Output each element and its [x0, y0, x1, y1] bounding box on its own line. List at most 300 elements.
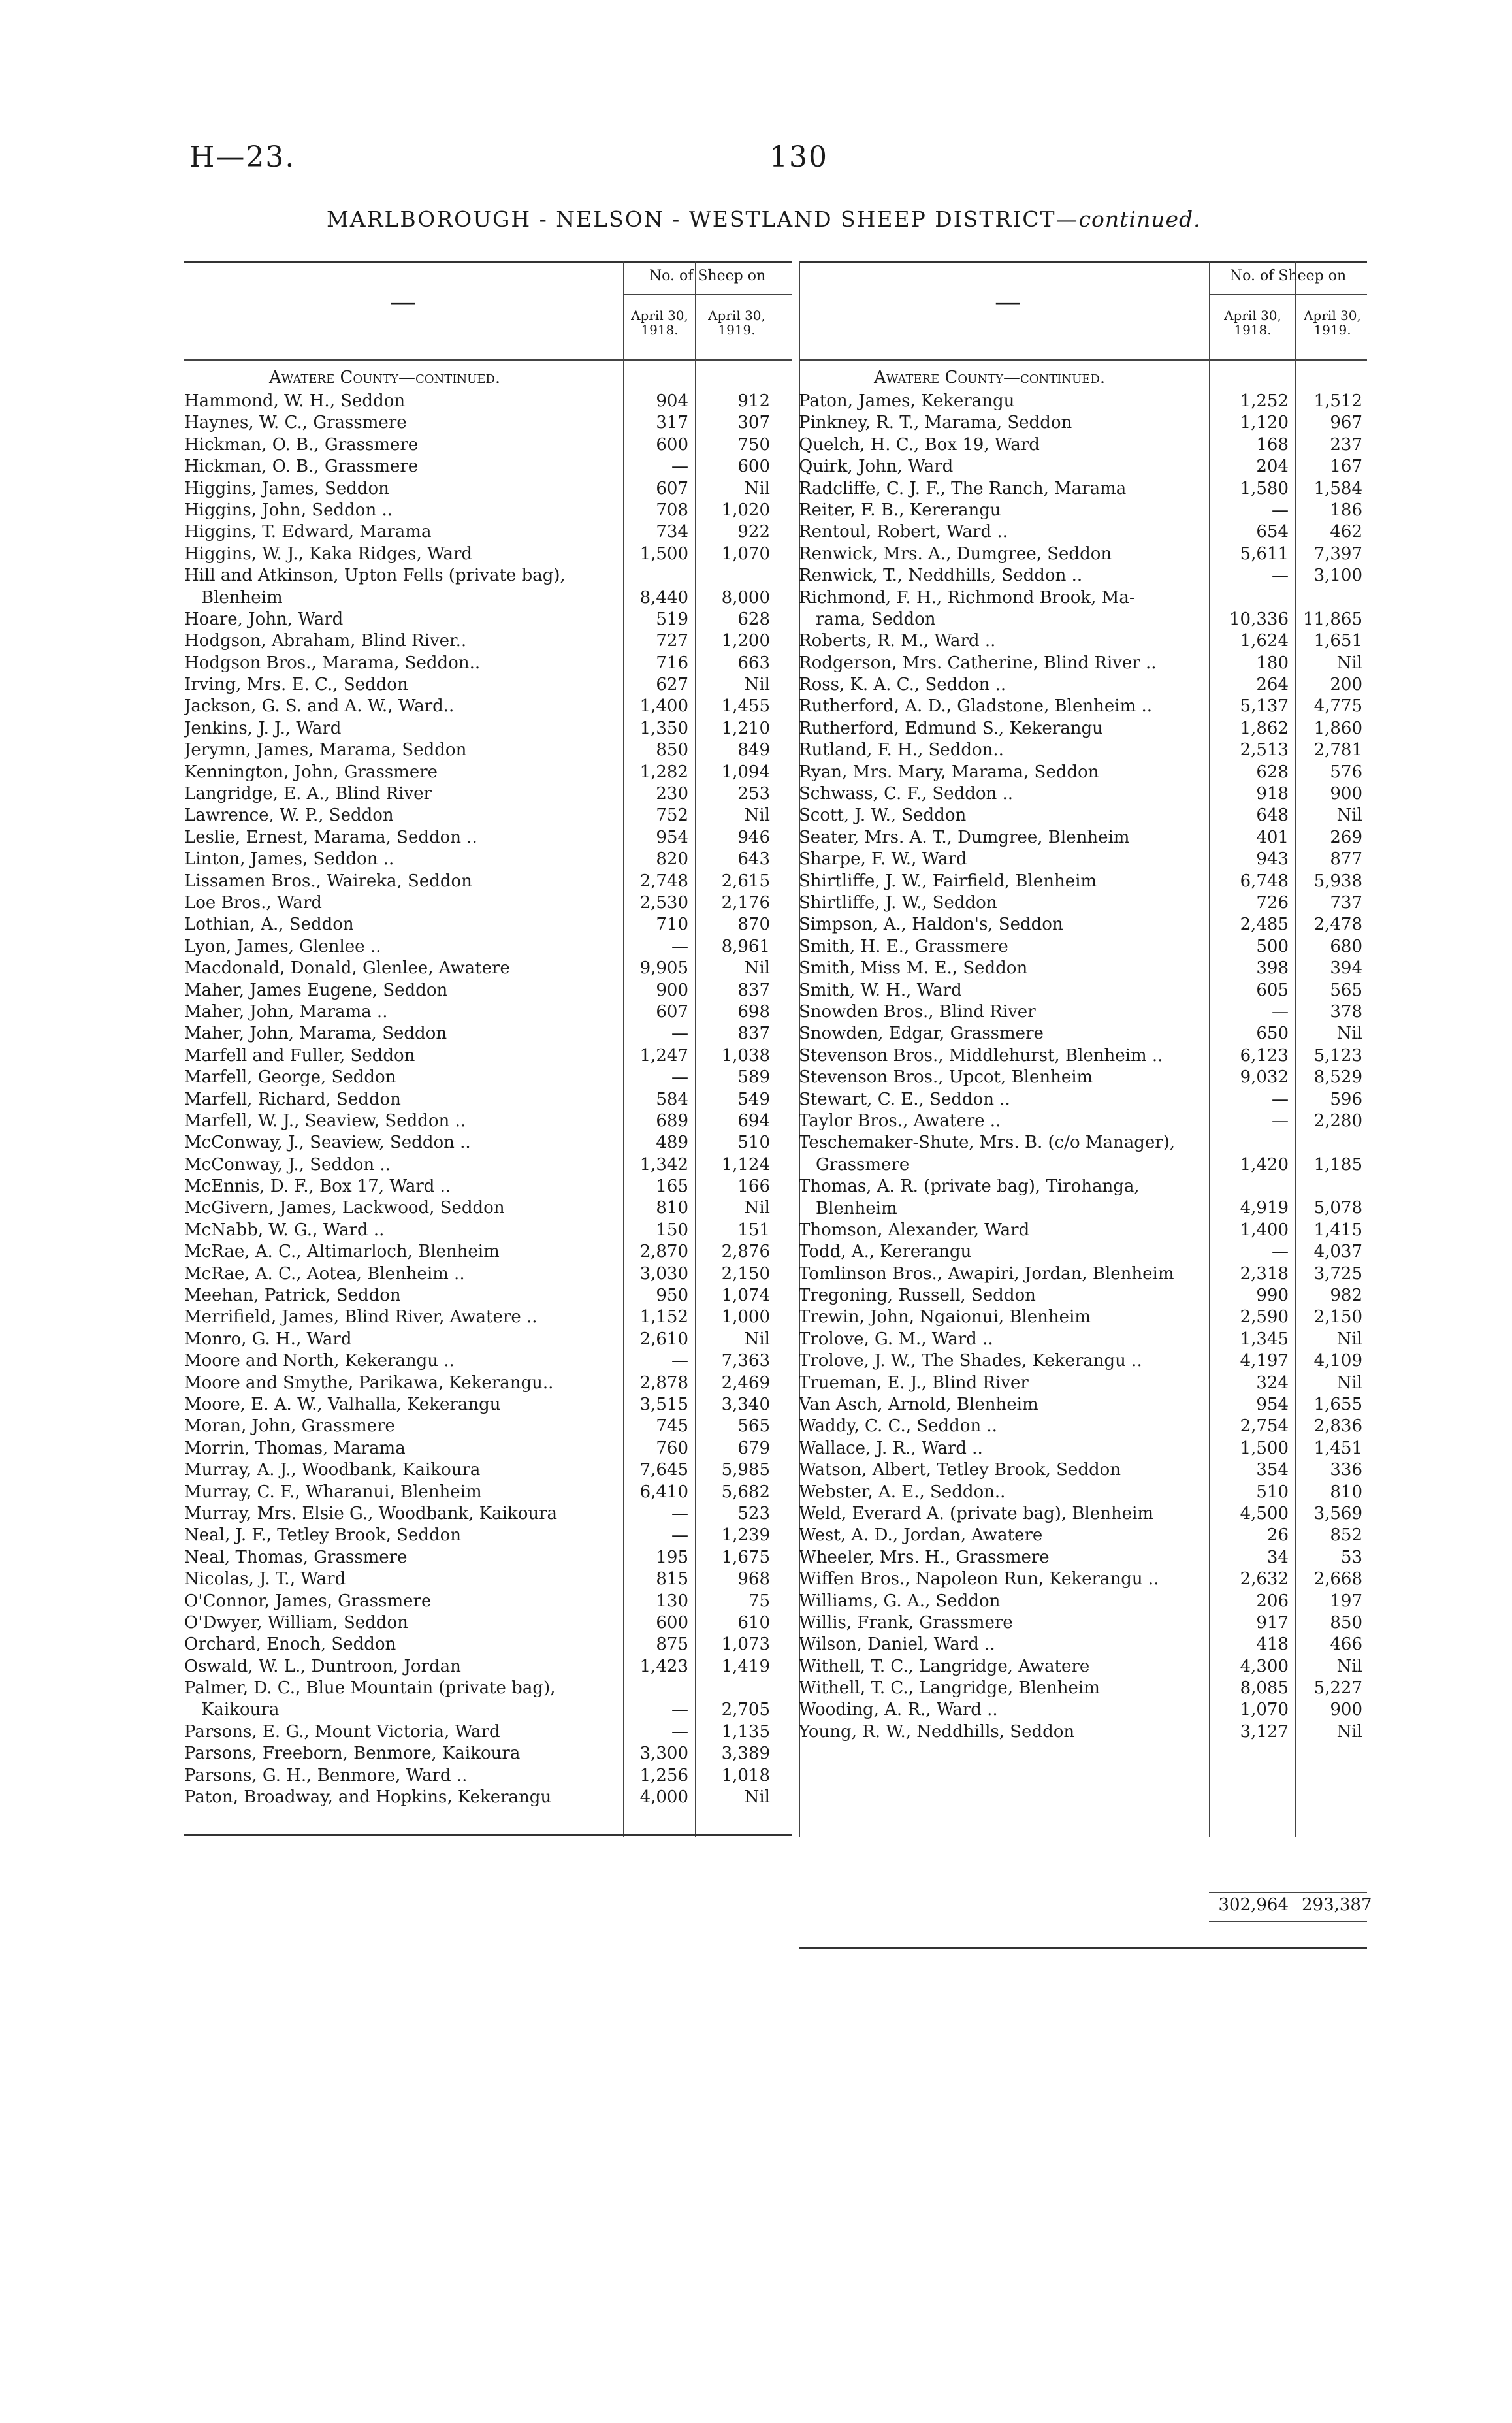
- holder-name: [799, 587, 1210, 631]
- table-row: [799, 1263, 1367, 1285]
- sheep-1919: 2,280: [1313, 1111, 1362, 1131]
- holder-name-text: Waddy, C. C., Seddon ..: [799, 1416, 997, 1437]
- holder-name-text: Williams, G. A., Seddon: [799, 1591, 1001, 1611]
- holder-name-text: Simpson, A., Haldon's, Seddon: [799, 915, 1063, 935]
- sheep-1919: 968: [737, 1569, 770, 1589]
- holder-name: [184, 1765, 615, 1787]
- table-row: [799, 1569, 1367, 1590]
- sheep-1919: 53: [1340, 1547, 1362, 1567]
- holder-name-text: Paton, Broadway, and Hopkins, Kekerangu: [184, 1787, 552, 1808]
- holder-name: [184, 544, 615, 565]
- sheep-1919: Nil: [744, 478, 770, 498]
- holder-name: [799, 1241, 1210, 1263]
- sheep-1918: —: [1272, 566, 1289, 586]
- holder-name-text: Jackson, G. S. and A. W., Ward..: [184, 696, 455, 717]
- table-row: [184, 871, 792, 892]
- sheep-1918: 1,256: [639, 1765, 688, 1785]
- sheep-1918: 2,485: [1240, 915, 1289, 935]
- sheep-1919: 166: [737, 1177, 770, 1197]
- holder-name-text: Stevenson Bros., Middlehurst, Blenheim ..: [799, 1045, 1163, 1065]
- table-row: [184, 674, 792, 696]
- holder-name: [799, 630, 1210, 652]
- sheep-1919: Nil: [744, 958, 770, 979]
- table-row: [799, 1132, 1367, 1176]
- sheep-1918: 264: [1256, 675, 1289, 695]
- holder-name: [799, 1525, 1210, 1546]
- table-row: [184, 1394, 792, 1416]
- totals-row: [799, 1894, 1372, 1916]
- sheep-1919: Nil: [744, 675, 770, 695]
- sheep-1918: 2,610: [639, 1329, 688, 1349]
- sheep-1919: 850: [1330, 1612, 1362, 1633]
- holder-name-text: Jenkins, J. J., Ward: [184, 718, 342, 738]
- sheep-1918: 4,000: [639, 1787, 688, 1808]
- holder-name: [799, 718, 1210, 740]
- holder-name-text: Smith, Miss M. E., Seddon: [799, 958, 1028, 979]
- holder-name-text: Young, R. W., Neddhills, Seddon: [799, 1721, 1075, 1742]
- sheep-1919: Nil: [744, 1329, 770, 1349]
- sheep-1919: 466: [1330, 1634, 1362, 1655]
- sheep-1919: 1,584: [1313, 478, 1362, 498]
- group-header: No. of Sheep on: [649, 268, 766, 284]
- sheep-1918: 1,350: [639, 718, 688, 738]
- holder-name-text: Lawrence, W. P., Seddon: [184, 805, 394, 826]
- holder-name: [799, 1503, 1210, 1525]
- table-row: [799, 1285, 1367, 1307]
- holder-name: [184, 936, 615, 958]
- sheep-1918: 875: [656, 1634, 688, 1655]
- sheep-1919: 197: [1330, 1591, 1362, 1611]
- sheep-1918: 917: [1256, 1612, 1289, 1633]
- sheep-1919: 2,615: [721, 871, 770, 891]
- table-bottom-rule: [799, 1947, 1367, 1949]
- sheep-1918: 605: [1256, 980, 1289, 1000]
- sheep-1919: 5,682: [721, 1482, 770, 1502]
- sheep-1918: 489: [656, 1133, 688, 1153]
- table-row: [799, 630, 1367, 652]
- sheep-1919: 7,363: [721, 1351, 770, 1371]
- sheep-1919: 1,200: [721, 631, 770, 651]
- total-1919: 293,387: [1302, 1895, 1372, 1915]
- sheep-1918: 1,400: [639, 696, 688, 717]
- table-row: [799, 1089, 1367, 1111]
- sheep-1918: 5,611: [1240, 544, 1289, 564]
- holder-name-text: Maher, James Eugene, Seddon: [184, 980, 448, 1000]
- sheep-1919: 1,074: [721, 1286, 770, 1306]
- holder-name: [184, 1591, 615, 1612]
- sheep-1919: 2,469: [721, 1373, 770, 1393]
- sheep-1919: 5,078: [1313, 1198, 1362, 1218]
- holder-name-text: Wallace, J. R., Ward ..: [799, 1438, 983, 1458]
- holder-name-text: Rutland, F. H., Seddon..: [799, 740, 1004, 760]
- holder-name-text: Withell, T. C., Langridge, Awatere: [799, 1656, 1090, 1676]
- table-row: [799, 936, 1367, 958]
- table-row: [184, 1089, 792, 1111]
- holder-name: [184, 1111, 615, 1132]
- holder-name-text: McRae, A. C., Altimarloch, Blenheim: [184, 1242, 500, 1262]
- holder-name-text: Withell, T. C., Langridge, Blenheim: [799, 1678, 1100, 1699]
- sheep-1919: 1,455: [721, 696, 770, 717]
- sheep-1919: 7,397: [1313, 544, 1362, 564]
- sheep-1919: 1,185: [1313, 1154, 1362, 1175]
- holder-name-text: Oswald, W. L., Duntroon, Jordan: [184, 1656, 461, 1676]
- holder-name: [799, 1263, 1210, 1285]
- sheep-1918: —: [671, 457, 688, 477]
- holder-name-text: Smith, W. H., Ward: [799, 980, 962, 1000]
- holder-name-text: Schwass, C. F., Seddon ..: [799, 784, 1014, 804]
- holder-name-text: Roberts, R. M., Ward ..: [799, 631, 996, 651]
- holder-name-text: Lothian, A., Seddon: [184, 915, 354, 935]
- sheep-1918: 398: [1256, 958, 1289, 979]
- holder-name: [184, 1459, 615, 1481]
- table-row: [184, 565, 792, 609]
- sheep-1918: 689: [656, 1111, 688, 1131]
- sheep-1919: 589: [737, 1067, 770, 1088]
- holder-name-text: Moore, E. A. W., Valhalla, Kekerangu: [184, 1394, 501, 1414]
- holder-name-continuation: Grassmere: [816, 1154, 910, 1175]
- sheep-1918: 26: [1266, 1525, 1289, 1546]
- table-row: [184, 521, 792, 543]
- table-row: [184, 1373, 792, 1394]
- table-row: [184, 1132, 792, 1154]
- holder-name-text: Loe Bros., Ward: [184, 893, 322, 913]
- sheep-1919: 628: [737, 609, 770, 629]
- sheep-1918: 600: [656, 434, 688, 455]
- holder-name: [184, 1241, 615, 1263]
- table-row: [799, 1307, 1367, 1328]
- sheep-1919: 2,668: [1313, 1569, 1362, 1589]
- sheep-1918: —: [1272, 1001, 1289, 1022]
- holder-name: [799, 1176, 1210, 1220]
- sheep-1918: 4,197: [1240, 1351, 1289, 1371]
- holder-name: [184, 1197, 615, 1219]
- holder-name-text: Murray, A. J., Woodbank, Kaikoura: [184, 1460, 481, 1480]
- holder-name: [184, 630, 615, 652]
- table-row: [184, 849, 792, 870]
- sheep-1919: 8,961: [721, 936, 770, 956]
- holder-name: [184, 1569, 615, 1590]
- sheep-1918: 1,400: [1240, 1220, 1289, 1240]
- sheep-1919: 1,451: [1313, 1438, 1362, 1458]
- holder-name: [184, 1154, 615, 1176]
- page-number: 130: [769, 140, 828, 174]
- holder-name-text: Wheeler, Mrs. H., Grassmere: [799, 1547, 1050, 1567]
- sheep-1918: 6,123: [1240, 1045, 1289, 1065]
- holder-name: [799, 1634, 1210, 1655]
- table-row: [799, 1416, 1367, 1437]
- holder-name: [184, 1373, 615, 1394]
- table-row: [184, 827, 792, 849]
- sheep-1918: 168: [1256, 434, 1289, 455]
- sheep-1918: 130: [656, 1591, 688, 1611]
- holder-name: [184, 412, 615, 434]
- sheep-1918: 324: [1256, 1373, 1289, 1393]
- holder-name: [184, 674, 615, 696]
- holder-name-text: McRae, A. C., Aotea, Blenheim ..: [184, 1263, 465, 1284]
- holder-name: [799, 1307, 1210, 1328]
- holder-name-text: Todd, A., Kererangu: [799, 1242, 972, 1262]
- sheep-1919: 698: [737, 1001, 770, 1022]
- holder-name: [799, 391, 1210, 412]
- header-rule: [1209, 294, 1367, 295]
- sheep-1918: 600: [656, 1612, 688, 1633]
- sheep-1919: 1,655: [1313, 1395, 1362, 1415]
- table-row: [184, 1263, 792, 1285]
- sheep-1918: 8,440: [639, 587, 688, 608]
- holder-name: [184, 1547, 615, 1569]
- holder-name: [799, 827, 1210, 849]
- holder-name: [184, 1656, 615, 1678]
- sheep-1919: 378: [1330, 1001, 1362, 1022]
- sheep-1919: 1,135: [721, 1721, 770, 1742]
- holder-name-text: McConway, J., Seaview, Seddon ..: [184, 1133, 471, 1153]
- sheep-1918: 2,318: [1240, 1263, 1289, 1284]
- sheep-1919: 750: [737, 434, 770, 455]
- sheep-1918: 9,032: [1240, 1067, 1289, 1088]
- sheep-1918: 627: [656, 675, 688, 695]
- holder-name: [799, 1459, 1210, 1481]
- sheep-1919: 4,037: [1313, 1242, 1362, 1262]
- sheep-1919: 151: [737, 1220, 770, 1240]
- sheep-1918: 2,870: [639, 1242, 688, 1262]
- table-row: [799, 1350, 1367, 1372]
- sheep-1919: 680: [1330, 936, 1362, 956]
- sheep-1919: 462: [1330, 522, 1362, 542]
- holder-name-text: Higgins, James, Seddon: [184, 478, 389, 498]
- sheep-1919: Nil: [1336, 1656, 1362, 1676]
- table-row: [184, 1787, 792, 1808]
- sheep-1919: 1,860: [1313, 718, 1362, 738]
- table-row: [799, 1176, 1367, 1220]
- holder-name: [799, 1023, 1210, 1045]
- sheep-1918: 650: [1256, 1024, 1289, 1044]
- sheep-1918: 716: [656, 653, 688, 673]
- holder-name: [184, 1220, 615, 1241]
- sheep-1918: 1,120: [1240, 413, 1289, 433]
- holder-name: [799, 1045, 1210, 1067]
- sheep-1919: Nil: [744, 1787, 770, 1808]
- sheep-1919: 1,512: [1313, 391, 1362, 411]
- holder-name: [184, 1263, 615, 1285]
- sheep-1918: 584: [656, 1089, 688, 1109]
- table-row: [799, 783, 1367, 805]
- table-row: [799, 1023, 1367, 1045]
- sheep-1919: 1,651: [1313, 631, 1362, 651]
- holder-name-text: Leslie, Ernest, Marama, Seddon ..: [184, 827, 477, 847]
- sheep-1919: 982: [1330, 1286, 1362, 1306]
- holder-name: [184, 653, 615, 674]
- holder-name-text: Shirtliffe, J. W., Seddon: [799, 893, 997, 913]
- table-row: [184, 1067, 792, 1088]
- sheep-1919: 1,210: [721, 718, 770, 738]
- table-row: [799, 1438, 1367, 1459]
- sheep-1918: 230: [656, 784, 688, 804]
- holder-name-text: Morrin, Thomas, Marama: [184, 1438, 406, 1458]
- sheep-1919: Nil: [1336, 1373, 1362, 1393]
- holder-name-text: Maher, John, Marama ..: [184, 1001, 388, 1022]
- holder-name: [184, 1721, 615, 1743]
- table-row: [799, 827, 1367, 849]
- holder-name-continuation: Blenheim: [816, 1198, 897, 1218]
- holder-name-text: Meehan, Patrick, Seddon: [184, 1286, 401, 1306]
- sheep-1918: 5,137: [1240, 696, 1289, 717]
- holder-name-text: Quirk, John, Ward: [799, 457, 954, 477]
- holder-name-text: Stewart, C. E., Seddon ..: [799, 1089, 1010, 1109]
- holder-name: [184, 1743, 615, 1764]
- sheep-1919: 922: [737, 522, 770, 542]
- holder-name-text: Orchard, Enoch, Seddon: [184, 1634, 396, 1655]
- holder-name: [184, 1438, 615, 1459]
- holder-name: [184, 1307, 615, 1328]
- holder-name: [184, 478, 615, 500]
- holder-name: [799, 1438, 1210, 1459]
- sheep-1918: 519: [656, 609, 688, 629]
- sheep-1919: 2,705: [721, 1700, 770, 1720]
- holder-name: [799, 762, 1210, 783]
- holder-name-text: Hodgson Bros., Marama, Seddon..: [184, 653, 481, 673]
- table-row: [184, 892, 792, 914]
- sheep-1918: 1,862: [1240, 718, 1289, 738]
- holder-name: [799, 1678, 1210, 1699]
- holder-name-text: Neal, J. F., Tetley Brook, Seddon: [184, 1525, 462, 1546]
- sheep-1919: 912: [737, 391, 770, 411]
- holder-name-text: Wiffen Bros., Napoleon Run, Kekerangu ..: [799, 1569, 1159, 1589]
- holder-name: [799, 1329, 1210, 1350]
- sheep-1919: 610: [737, 1612, 770, 1633]
- sheep-1918: 3,300: [639, 1744, 688, 1764]
- holder-name-text: Monro, G. H., Ward: [184, 1329, 352, 1349]
- total-bottom-rule: [1209, 1921, 1367, 1922]
- sheep-1919: 1,000: [721, 1307, 770, 1327]
- sheep-1918: 745: [656, 1416, 688, 1437]
- holder-name-text: McGivern, James, Lackwood, Seddon: [184, 1198, 505, 1218]
- sheep-1918: —: [671, 1024, 688, 1044]
- holder-name: [799, 1394, 1210, 1416]
- sheep-1918: 165: [656, 1177, 688, 1197]
- holder-name: [799, 434, 1210, 456]
- holder-name-text: Paton, James, Kekerangu: [799, 391, 1015, 411]
- holder-name: [184, 914, 615, 935]
- holder-name: [799, 412, 1210, 434]
- sheep-1918: 760: [656, 1438, 688, 1458]
- sheep-1918: 1,423: [639, 1656, 688, 1676]
- sheep-1918: 4,300: [1240, 1656, 1289, 1676]
- holder-name-text: Higgins, T. Edward, Marama: [184, 522, 432, 542]
- holder-name-text: Murray, C. F., Wharanui, Blenheim: [184, 1482, 482, 1502]
- table-row: [799, 1547, 1367, 1569]
- table-row: [184, 914, 792, 935]
- sheep-1919: Nil: [1336, 1024, 1362, 1044]
- sheep-1918: 1,152: [639, 1307, 688, 1327]
- table-row: [799, 718, 1367, 740]
- holder-name: [799, 849, 1210, 870]
- holder-name-text: Reiter, F. B., Kererangu: [799, 500, 1001, 520]
- holder-name: [184, 1525, 615, 1546]
- sheep-1919: Nil: [1336, 1721, 1362, 1742]
- table-row: [799, 805, 1367, 826]
- sheep-1918: 918: [1256, 784, 1289, 804]
- holder-name: [799, 1285, 1210, 1307]
- sheep-1918: 815: [656, 1569, 688, 1589]
- holder-name: [184, 456, 615, 478]
- holder-name-text: Watson, Albert, Tetley Brook, Seddon: [799, 1460, 1121, 1480]
- holder-name-text: Renwick, T., Neddhills, Seddon ..: [799, 566, 1083, 586]
- holder-name-text: Maher, John, Marama, Seddon: [184, 1024, 447, 1044]
- sheep-1918: 2,754: [1240, 1416, 1289, 1437]
- holder-name-text: McNabb, W. G., Ward ..: [184, 1220, 385, 1240]
- document-reference: H—23.: [189, 140, 296, 174]
- sheep-1919: 4,775: [1313, 696, 1362, 717]
- holder-name-text: Wooding, A. R., Ward ..: [799, 1700, 998, 1720]
- sheep-1919: Nil: [1336, 653, 1362, 673]
- sheep-1919: 5,123: [1313, 1045, 1362, 1065]
- sheep-1919: 8,529: [1313, 1067, 1362, 1088]
- right-table: [799, 261, 1372, 1915]
- table-row: [184, 1721, 792, 1743]
- sheep-1919: 900: [1330, 1700, 1362, 1720]
- holder-name-text: Hoare, John, Ward: [184, 609, 344, 629]
- holder-name: [799, 1569, 1210, 1590]
- holder-name: [184, 1612, 615, 1634]
- sheep-1918: 9,905: [639, 958, 688, 979]
- table-top-rule: [184, 261, 792, 263]
- table-row: [184, 1634, 792, 1655]
- table-row: [799, 478, 1367, 500]
- holder-name-text: Marfell, Richard, Seddon: [184, 1089, 401, 1109]
- page-title: [327, 206, 1201, 232]
- holder-name-text: Macdonald, Donald, Glenlee, Awatere: [184, 958, 510, 979]
- holder-name: [184, 892, 615, 914]
- sheep-1918: —: [671, 1067, 688, 1088]
- table-row: [799, 849, 1367, 870]
- sheep-1919: Nil: [1336, 1329, 1362, 1349]
- table-row: [799, 1459, 1367, 1481]
- table-row: [799, 521, 1367, 543]
- sheep-1919: 596: [1330, 1089, 1362, 1109]
- left-rows: [184, 391, 792, 1808]
- table-row: [184, 1525, 792, 1546]
- table-row: [799, 1001, 1367, 1023]
- total-1918: 302,964: [1218, 1895, 1289, 1915]
- sheep-1918: 943: [1256, 849, 1289, 870]
- sheep-1918: 954: [656, 827, 688, 847]
- holder-name: [799, 674, 1210, 696]
- table-row: [799, 1373, 1367, 1394]
- sheep-1918: 206: [1256, 1591, 1289, 1611]
- sheep-1919: 837: [737, 980, 770, 1000]
- holder-name: [184, 980, 615, 1001]
- table-row: [184, 740, 792, 761]
- table-row: [184, 391, 792, 412]
- holder-name-text: McConway, J., Seddon ..: [184, 1154, 391, 1175]
- sheep-1918: 1,247: [639, 1045, 688, 1065]
- sheep-1918: —: [1272, 1089, 1289, 1109]
- sheep-1918: 6,748: [1240, 871, 1289, 891]
- holder-name: [184, 1678, 615, 1721]
- sheep-1919: 643: [737, 849, 770, 870]
- table-row: [799, 544, 1367, 565]
- holder-name: [799, 980, 1210, 1001]
- holder-name: [799, 696, 1210, 717]
- holder-name: [799, 1482, 1210, 1503]
- header-rule: [623, 294, 792, 295]
- table-row: [799, 1241, 1367, 1263]
- sheep-1918: 2,748: [639, 871, 688, 891]
- sheep-1919: 1,419: [721, 1656, 770, 1676]
- sheep-1919: 946: [737, 827, 770, 847]
- table-row: [799, 1656, 1367, 1678]
- holder-name-text: Parsons, E. G., Mount Victoria, Ward: [184, 1721, 500, 1742]
